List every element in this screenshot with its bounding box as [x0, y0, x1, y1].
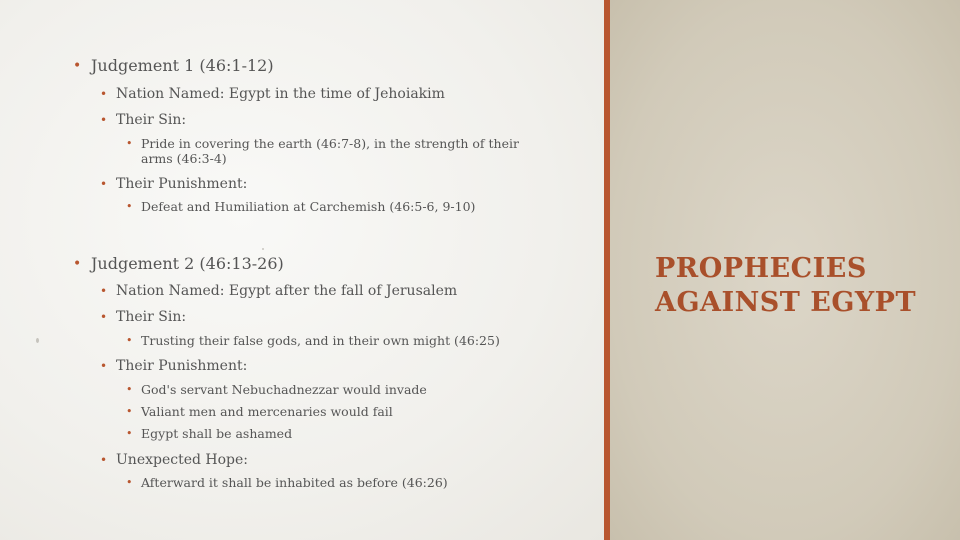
bullet: •: [100, 359, 108, 373]
judgement2-heading: [73, 254, 284, 274]
judgement2-punishment-item-text: Egypt shall be ashamed: [141, 426, 293, 441]
judgement1-heading: [73, 56, 274, 76]
bullet: •: [126, 405, 133, 418]
judgement1-punishment-detail-text: Defeat and Humiliation at Carchemish (46:5-6, 9-10): [141, 199, 476, 214]
judgement2-heading-text: Judgement 2 (46:13-26): [91, 254, 284, 273]
judgement1-punishment-label: [100, 175, 248, 193]
judgement1-nation: [100, 85, 445, 103]
judgement1-heading-text: Judgement 1 (46:1-12): [91, 56, 274, 75]
judgement2-punishment-item: [126, 404, 393, 419]
bullet: •: [100, 113, 108, 127]
judgement1-sin-detail: [126, 136, 519, 166]
bullet: •: [100, 87, 108, 101]
judgement1-sin-label-text: Their Sin:: [116, 112, 187, 128]
judgement2-hope-label: [100, 451, 249, 469]
bullet: •: [126, 200, 133, 213]
judgement2-punishment-label-text: Their Punishment:: [116, 358, 248, 374]
judgement2-nation-text: Nation Named: Egypt after the fall of Jerusalem: [116, 283, 458, 299]
bullet: •: [126, 476, 133, 489]
judgement2-punishment-item-text: Valiant men and mercenaries would fail: [141, 404, 393, 419]
judgement2-sin-detail: [126, 333, 500, 348]
judgement1-punishment-label-text: Their Punishment:: [116, 176, 248, 192]
judgement2-sin-detail-text: Trusting their false gods, and in their own might (46:25): [141, 333, 500, 348]
judgement1-nation-text: Nation Named: Egypt in the time of Jehoiakim: [116, 86, 445, 102]
judgement2-hope-detail: [126, 475, 448, 490]
bullet: •: [100, 177, 108, 191]
judgement1-punishment-detail: [126, 199, 476, 214]
judgement2-punishment-item: [126, 382, 427, 397]
slide-title: PROPHECIES AGAINST EGYPT: [655, 253, 917, 318]
judgement2-punishment-item-text: God's servant Nebuchadnezzar would invade: [141, 382, 427, 397]
judgement2-punishment-label: [100, 357, 248, 375]
paper-speck: [36, 338, 39, 343]
bullet: •: [126, 383, 133, 396]
bullet: •: [126, 137, 133, 150]
bullet: •: [126, 427, 133, 440]
bullet: •: [73, 58, 82, 74]
judgement2-punishment-item: [126, 426, 293, 441]
judgement1-sin-detail-text: Pride in covering the earth (46:7-8), in the strength of their arms (46:3-4): [141, 136, 519, 166]
judgement2-hope-detail-text: Afterward it shall be inhabited as before (46:26): [141, 475, 448, 490]
paper-speck: [262, 248, 264, 250]
bullet: •: [100, 284, 108, 298]
bullet: •: [126, 334, 133, 347]
judgement2-nation: [100, 282, 458, 300]
judgement2-sin-label: [100, 308, 187, 326]
judgement2-hope-label-text: Unexpected Hope:: [116, 452, 249, 468]
bullet: •: [100, 310, 108, 324]
bullet: •: [73, 256, 82, 272]
judgement2-sin-label-text: Their Sin:: [116, 309, 187, 325]
judgement1-sin-label: [100, 111, 187, 129]
bullet: •: [100, 453, 108, 467]
